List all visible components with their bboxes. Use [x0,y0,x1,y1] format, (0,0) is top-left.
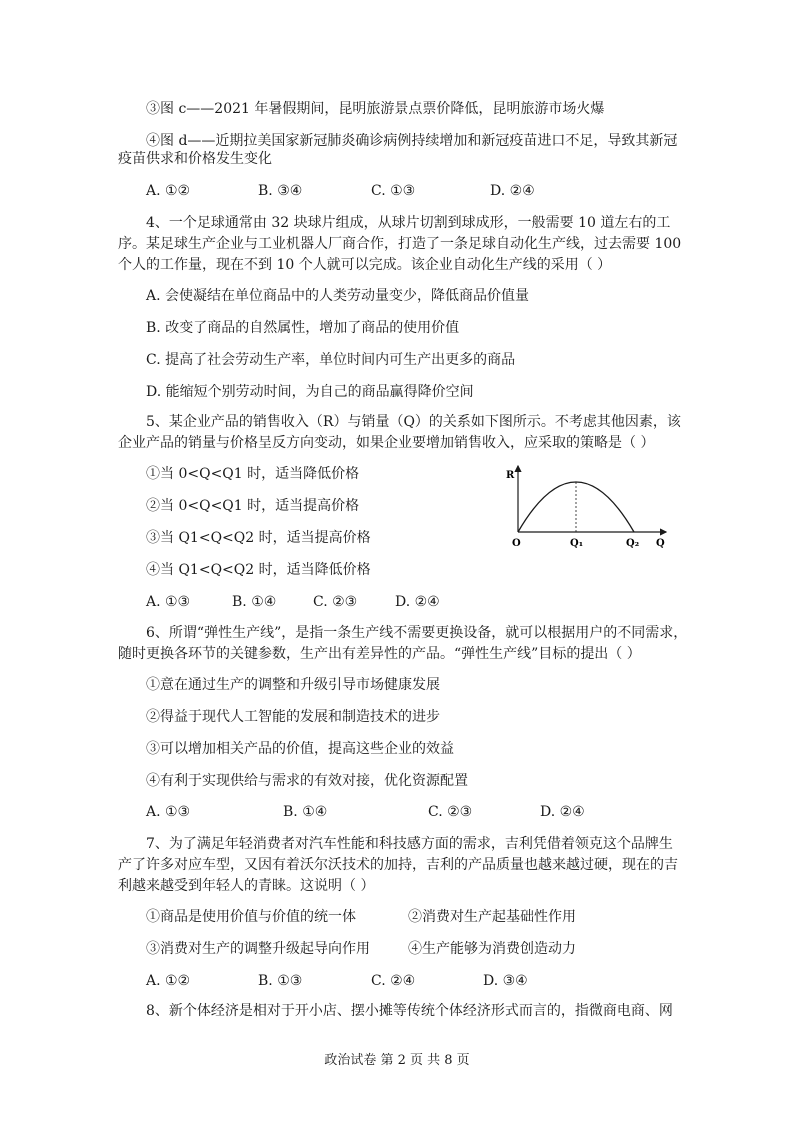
q3-option-b: B. ③④ [258,183,303,199]
q6-stem-line-1: 6、所谓“弹性生产线”，是指一条生产线不需要更换设备，就可以根据用户的不同需求， [146,625,688,641]
q5-item-3: ③当 Q1<Q<Q2 时，适当提高价格 [146,530,371,546]
q7-item-4: ④生产能够为消费创造动力 [408,941,576,957]
q7-option-d: D. ③④ [483,973,528,989]
q5-option-c: C. ②③ [313,594,358,610]
q6-option-a: A. ①③ [146,804,191,820]
q7-stem-line-3: 利越来越受到年轻人的青睐。这说明（ ） [118,878,375,894]
q5-option-b: B. ①④ [232,594,277,610]
q4-option-b: B. 改变了商品的自然属性，增加了商品的使用价值 [146,320,460,336]
q7-stem-line-1: 7、为了满足年轻消费者对汽车性能和科技感方面的需求，吉利凭借着领克这个品牌生 [146,836,673,852]
q5-item-2: ②当 0<Q<Q1 时，适当提高价格 [146,498,360,514]
q6-item-3: ③可以增加相关产品的价值，提高这些企业的效益 [146,741,454,757]
q6-stem-line-2: 随时更换各环节的关键参数，生产出有差异性的产品。“弹性生产线”目标的提出（ ） [118,646,641,662]
q3-option-c: C. ①③ [371,183,416,199]
q4-option-c: C. 提高了社会劳动生产率，单位时间内可生产出更多的商品 [146,352,516,368]
q6-item-2: ②得益于现代人工智能的发展和制造技术的进步 [146,709,440,725]
q4-option-d: D. 能缩短个别劳动时间，为自己的商品赢得降价空间 [146,384,474,400]
page-footer: 政治试卷 第 2 页 共 8 页 [324,1053,470,1068]
q6-option-d: D. ②④ [540,804,585,820]
q3-option-a: A. ①② [146,183,191,199]
origin-label: O [512,538,521,549]
q6-item-4: ④有利于实现供给与需求的有效对接，优化资源配置 [146,773,468,789]
revenue-quantity-graph [500,462,680,552]
q3-option-d: D. ②④ [490,183,535,199]
q5-option-d: D. ②④ [395,594,440,610]
q7-stem-line-2: 产了许多对应车型，又因有着沃尔沃技术的加持，吉利的产品质量也越来越过硬，现在的吉 [118,857,678,873]
q7-item-2: ②消费对生产起基础性作用 [408,909,576,925]
q5-stem-line-2: 企业产品的销量与价格呈反方向变动，如果企业要增加销售收入，应采取的策略是（ ） [118,435,655,451]
q3-item-3: ③图 c——2021 年暑假期间，昆明旅游景点票价降低，昆明旅游市场火爆 [146,101,605,117]
q3-item-4-line-1: ④图 d——近期拉美国家新冠肺炎确诊病例持续增加和新冠疫苗进口不足，导致其新冠 [146,133,678,149]
q5-option-a: A. ①③ [146,594,191,610]
x-axis-label: Q [656,538,665,549]
q7-item-3: ③消费对生产的调整升级起导向作用 [146,941,370,957]
q8-stem-line-1: 8、新个体经济是相对于开小店、摆小摊等传统个体经济形式而言的，指微商电商、网 [146,1003,673,1019]
q6-option-c: C. ②③ [428,804,473,820]
q4-stem-line-3: 个人的工作量，现在不到 10 个人就可以完成。该企业自动化生产线的采用（ ） [118,257,612,273]
q7-item-1: ①商品是使用价值与价值的统一体 [146,909,356,925]
q6-option-b: B. ①④ [283,804,328,820]
q6-item-1: ①意在通过生产的调整和升级引导市场健康发展 [146,677,440,693]
q7-option-a: A. ①② [146,973,191,989]
q1-tick-label: Q₁ [570,538,584,549]
q5-item-1: ①当 0<Q<Q1 时，适当降低价格 [146,466,360,482]
y-axis-label: R [506,470,515,481]
q5-item-4: ④当 Q1<Q<Q2 时，适当降低价格 [146,562,371,578]
q5-stem-line-1: 5、某企业产品的销售收入（R）与销量（Q）的关系如下图所示。不考虑其他因素，该 [146,414,681,430]
q4-option-a: A. 会使凝结在单位商品中的人类劳动量变少，降低商品价值量 [146,288,530,304]
q2-tick-label: Q₂ [626,538,640,549]
q4-stem-line-1: 4、一个足球通常由 32 块球片组成，从球片切割到球成形，一般需要 10 道左右的工 [146,215,671,231]
q4-stem-line-2: 序。某足球生产企业与工业机器人厂商合作，打造了一条足球自动化生产线，过去需要 100 [118,236,682,252]
q3-item-4-line-2: 疫苗供求和价格发生变化 [118,151,272,167]
q7-option-c: C. ②④ [371,973,416,989]
q7-option-b: B. ①③ [258,973,303,989]
